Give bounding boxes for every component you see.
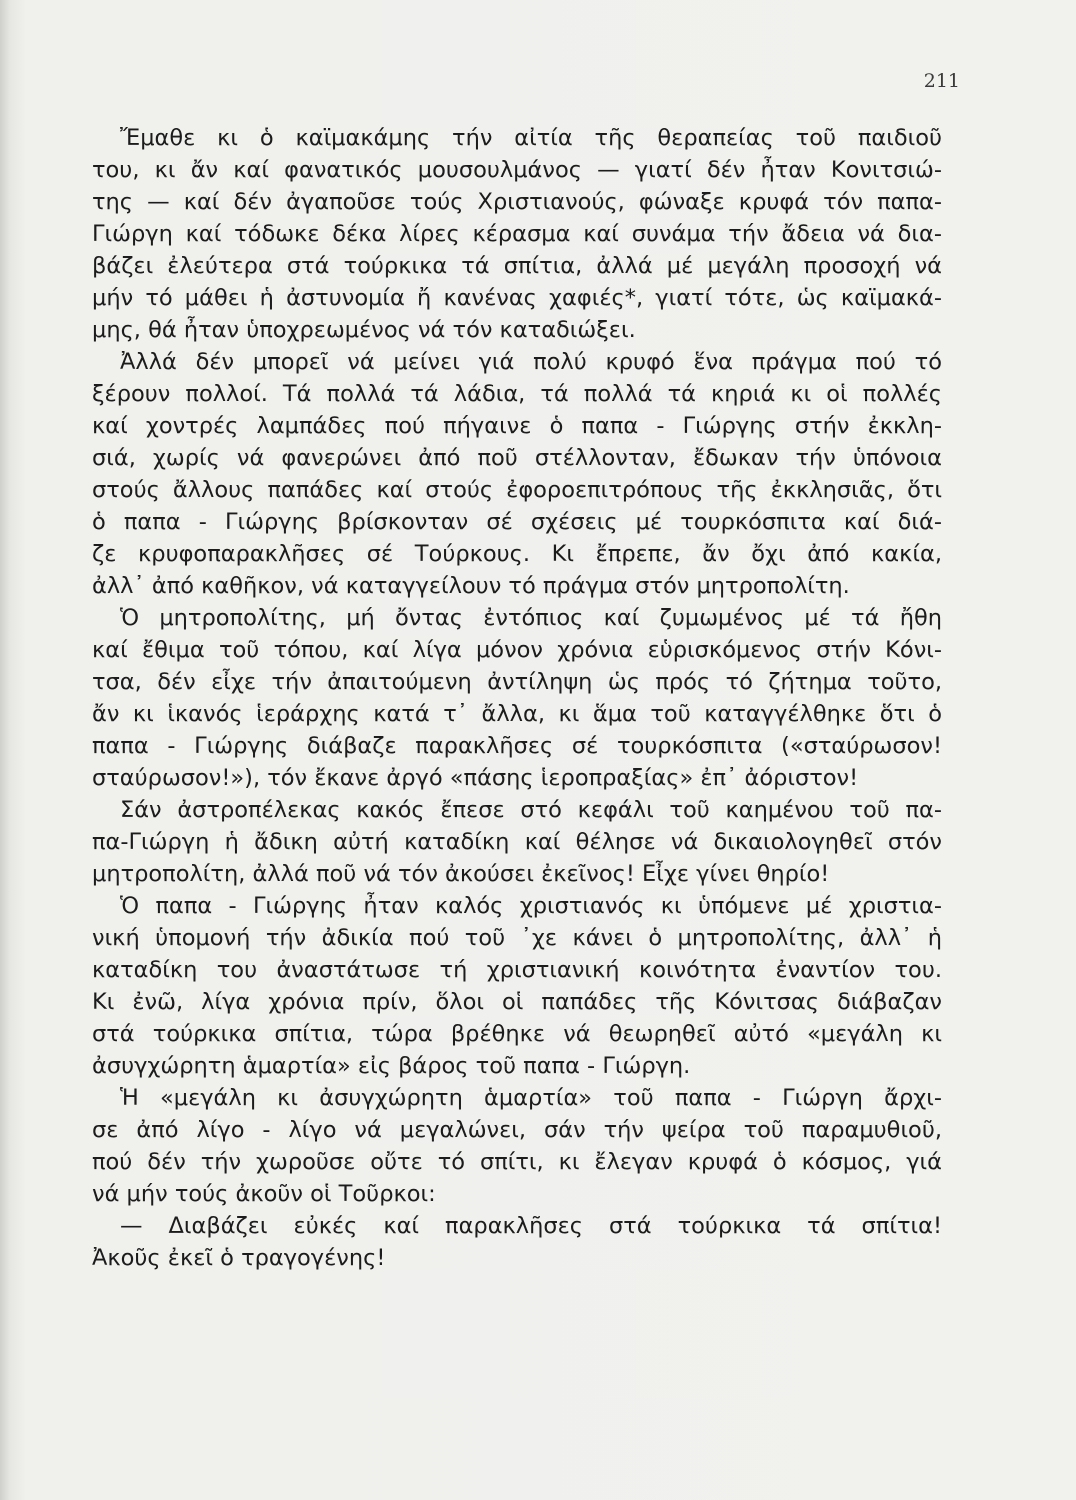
text-line: μήν τό μάθει ἡ ἀστυνομία ἤ κανένας χαφιές*, γιατί τότε, ὡς καϊμακά-	[92, 285, 942, 311]
text-line: Γιώργη καί τόδωκε δέκα λίρες κέρασμα καί συνάμα τήν ἄδεια νά δια-	[92, 221, 942, 247]
text-line: Ἀλλά δέν μπορεῖ νά μείνει γιά πολύ κρυφό ἕνα πράγμα πού τό	[120, 349, 942, 375]
text-line: μητροπολίτη, ἀλλά ποῦ νά τόν ἀκούσει ἐκεῖνος! Εἶχε γίνει θηρίο!	[92, 861, 830, 887]
text-line: ζε κρυφοπαρακλῆσες σέ Τούρκους. Κι ἔπρεπε, ἄν ὄχι ἀπό κακία,	[92, 541, 942, 567]
text-line: Ἀκοῦς ἐκεῖ ὁ τραγογένης!	[92, 1245, 386, 1271]
text-line: της — καί δέν ἀγαποῦσε τούς Χριστιανούς, φώναξε κρυφά τόν παπα-	[92, 189, 942, 215]
text-line: νική ὑπομονή τήν ἀδικία πού τοῦ ᾿χε κάνει ὁ μητροπολίτης, ἀλλ᾿ ἡ	[92, 925, 942, 951]
text-line: βάζει ἐλεύτερα στά τούρκικα τά σπίτια, ἀλλά μέ μεγάλη προσοχή νά	[92, 253, 942, 279]
text-line: Σάν ἀστροπέλεκας κακός ἔπεσε στό κεφάλι τοῦ καημένου τοῦ πα-	[120, 797, 942, 823]
text-line: καί χοντρές λαμπάδες πού πήγαινε ὁ παπα - Γιώργης στήν ἐκκλη-	[92, 413, 942, 439]
text-line: στά τούρκικα σπίτια, τώρα βρέθηκε νά θεωρηθεῖ αὐτό «μεγάλη κι	[92, 1021, 942, 1047]
text-line: ἀλλ᾿ ἀπό καθῆκον, νά καταγγείλουν τό πράγμα στόν μητροπολίτη.	[92, 573, 850, 599]
text-line: στούς ἄλλους παπάδες καί στούς ἐφοροεπιτρόπους τῆς ἐκκλησιᾶς, ὅτι	[92, 477, 942, 503]
text-line: ἀσυγχώρητη ἁμαρτία» εἰς βάρος τοῦ παπα - Γιώργη.	[92, 1053, 691, 1079]
text-line: καταδίκη του ἀναστάτωσε τή χριστιανική κοινότητα ἐναντίον του.	[92, 957, 942, 983]
text-line: Ὁ μητροπολίτης, μή ὄντας ἐντόπιος καί ζυμωμένος μέ τά ἤθη	[120, 605, 942, 631]
text-line: ὁ παπα - Γιώργης βρίσκονταν σέ σχέσεις μέ τουρκόσπιτα καί διά-	[92, 509, 942, 535]
text-line: Ἡ «μεγάλη κι ἀσυγχώρητη ἁμαρτία» τοῦ παπα - Γιώργη ἄρχι-	[120, 1085, 942, 1111]
text-line: νά μήν τούς ἀκοῦν οἱ Τοῦρκοι:	[92, 1181, 436, 1207]
text-line: παπα - Γιώργης διάβαζε παρακλῆσες σέ τουρκόσπιτα («σταύρωσον!	[92, 733, 942, 759]
text-line: καί ἔθιμα τοῦ τόπου, καί λίγα μόνον χρόνια εὑρισκόμενος στήν Κόνι-	[92, 637, 942, 663]
text-line: σιά, χωρίς νά φανερώνει ἀπό ποῦ στέλλονταν, ἔδωκαν τήν ὑπόνοια	[92, 445, 942, 471]
text-line: τσα, δέν εἶχε τήν ἀπαιτούμενη ἀντίληψη ὡς πρός τό ζήτημα τοῦτο,	[92, 669, 942, 695]
text-line: ἄν κι ἱκανός ἱεράρχης κατά τ᾿ ἄλλα, κι ἅμα τοῦ καταγγέλθηκε ὅτι ὁ	[92, 701, 942, 727]
page-number: 211	[923, 70, 960, 92]
text-line: πα-Γιώργη ἡ ἄδικη αὐτή καταδίκη καί θέλησε νά δικαιολογηθεῖ στόν	[92, 829, 942, 855]
text-line: σταύρωσον!»), τόν ἔκανε ἀργό «πάσης ἱεροπραξίας» ἐπ᾿ ἀόριστον!	[92, 765, 859, 791]
body-text	[92, 122, 942, 1274]
text-line: Κι ἐνῶ, λίγα χρόνια πρίν, ὅλοι οἱ παπάδες τῆς Κόνιτσας διάβαζαν	[92, 989, 942, 1015]
text-line: ξέρουν πολλοί. Τά πολλά τά λάδια, τά πολλά τά κηριά κι οἱ πολλές	[92, 381, 942, 407]
text-line: σε ἀπό λίγο - λίγο νά μεγαλώνει, σάν τήν ψείρα τοῦ παραμυθιοῦ,	[92, 1117, 942, 1143]
text-line: Ὁ παπα - Γιώργης ἦταν καλός χριστιανός κι ὑπόμενε μέ χριστια-	[120, 893, 942, 919]
text-line: — Διαβάζει εὐκές καί παρακλῆσες στά τούρκικα τά σπίτια!	[120, 1213, 942, 1239]
text-line: του, κι ἄν καί φανατικός μουσουλμάνος — γιατί δέν ἦταν Κονιτσιώ-	[92, 157, 942, 183]
text-line: πού δέν τήν χωροῦσε οὔτε τό σπίτι, κι ἔλεγαν κρυφά ὁ κόσμος, γιά	[92, 1149, 942, 1175]
text-line: Ἔμαθε κι ὁ καϊμακάμης τήν αἰτία τῆς θεραπείας τοῦ παιδιοῦ	[120, 125, 942, 151]
text-line: μης, θά ἦταν ὑποχρεωμένος νά τόν καταδιώξει.	[92, 317, 636, 343]
